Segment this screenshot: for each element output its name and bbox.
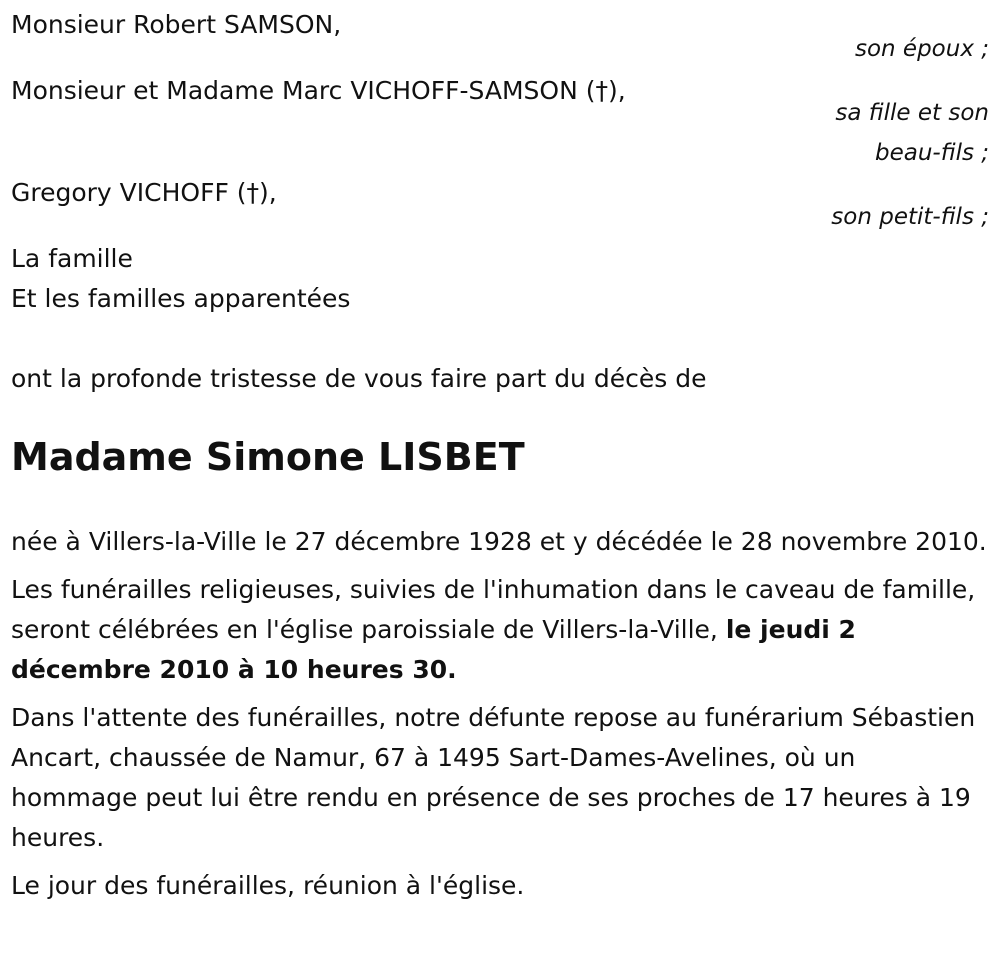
funeral-date: le jeudi 2 décembre 2010 à 10 heures 30. — [11, 615, 856, 684]
family-relation: son époux ; — [854, 36, 989, 62]
birth-death-info: née à Villers-la-Ville le 27 décembre 1928 et y décédée le 28 novembre 2010. — [11, 527, 987, 556]
family-general-line: La famille — [11, 244, 133, 273]
family-member-name: Gregory VICHOFF (†), — [11, 178, 277, 207]
funeral-text: Les funérailles religieuses, suivies de l'inhumation dans le caveau de famille, seront célébrées en l'église paroissiale de Villers-la-Ville, — [11, 575, 976, 644]
family-relation-line1: sa fille et son — [835, 100, 989, 126]
visitation-info: Dans l'attente des funérailles, notre défunte repose au funérarium Sébastien Ancart, chaussée de Namur, 67 à 1495 Sart-Dames-Avelines, où un hommage peut lui être rendu en présence de ses proches de 17 heures à 19 heures. — [11, 703, 976, 852]
deceased-name: Madame Simone LISBET — [11, 435, 525, 479]
family-relation-line2: beau-fils ; — [874, 140, 989, 166]
meeting-info: Le jour des funérailles, réunion à l'église. — [11, 871, 525, 900]
family-member-name: Monsieur et Madame Marc VICHOFF-SAMSON (†), — [11, 76, 626, 105]
family-entry-spouse — [11, 5, 989, 69]
family-relation: son petit-fils ; — [831, 204, 989, 230]
family-entry-daughter — [11, 71, 989, 173]
death-notice — [11, 5, 989, 906]
announcement-intro: ont la profonde tristesse de vous faire part du décès de — [11, 364, 707, 393]
family-member-name: Monsieur Robert SAMSON, — [11, 10, 342, 39]
family-general-line: Et les familles apparentées — [11, 284, 351, 313]
family-entry-grandson — [11, 173, 989, 237]
funeral-info — [11, 570, 989, 690]
